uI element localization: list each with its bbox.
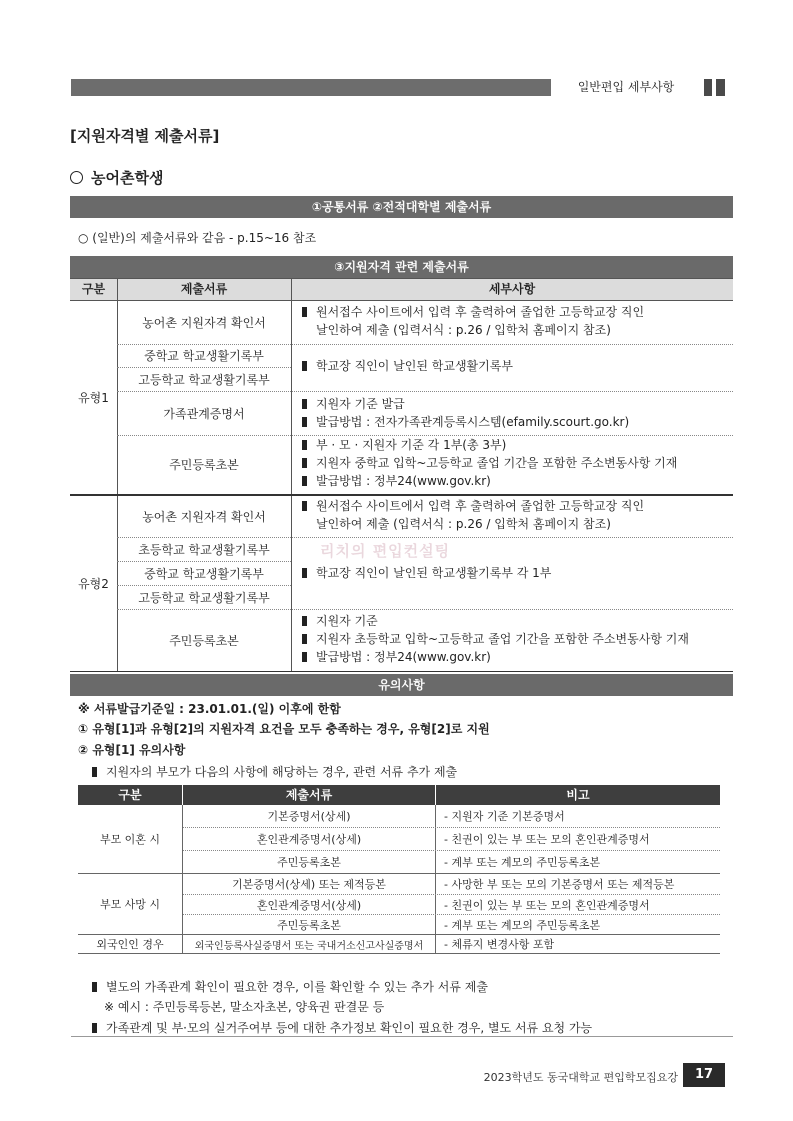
type2-doc-high-record: 고등학교 학교생활기록부 — [138, 590, 270, 605]
type1-resident-detail: 부 · 모 · 지원자 기준 각 1부(총 3부) 지원자 중학교 입학~고등학교 졸업 기간을 포함한 주소변동사항 기재 발급방법 : 정부24(www.gov.kr) — [302, 436, 677, 490]
type2-doc-confirm: 농어촌 지원자격 확인서 — [142, 509, 266, 524]
divider — [291, 279, 292, 671]
t2-foreign-label: 외국인인 경우 — [96, 937, 164, 951]
type2-doc-elementary-record: 초등학교 학교생활기록부 — [138, 542, 270, 557]
t2-note: - 계부 또는 계모의 주민등록초본 — [444, 856, 601, 869]
t2-divorce-label: 부모 이혼 시 — [99, 833, 161, 846]
t2-death-label: 부모 사망 시 — [99, 898, 161, 911]
t2-doc: 기본증명서(상세) 또는 제적등본 — [232, 878, 386, 891]
square-bullet-icon — [302, 652, 307, 662]
square-bullet-icon — [92, 982, 97, 992]
t2-doc: 주민등록초본 — [277, 856, 341, 869]
header-tab-block — [704, 79, 712, 96]
caution-parent-note: 지원자의 부모가 다음의 사항에 해당하는 경우, 관련 서류 추가 제출 — [92, 763, 457, 780]
common-docs-bar: ①공통서류 ②전적대학별 제출서류 — [70, 196, 733, 218]
type1-doc-family: 가족관계증명서 — [163, 406, 245, 421]
type1-label: 유형1 — [78, 391, 109, 405]
square-bullet-icon — [302, 440, 307, 450]
square-bullet-icon — [302, 458, 307, 468]
type2-resident-detail: 지원자 기준 지원자 초등학교 입학~고등학교 졸업 기간을 포함한 주소변동사항 기재 발급방법 : 정부24(www.gov.kr) — [302, 612, 689, 666]
section-title: [지원자격별 제출서류] — [70, 127, 220, 145]
type1-record-detail: 학교장 직인이 날인된 학교생활기록부 — [302, 357, 513, 375]
t2-note: - 친권이 있는 부 또는 모의 혼인관계증명서 — [444, 833, 650, 846]
qualification-docs-bar: ③지원자격 관련 제출서류 — [70, 256, 733, 278]
footer-text: 2023학년도 동국대학교 편입학모집요강 — [483, 1071, 678, 1084]
t2-doc: 혼인관계증명서(상세) — [256, 833, 362, 846]
extra-request-note: 가족관계 및 부·모의 실거주여부 등에 대한 추가정보 확인이 필요한 경우, 별도 서류 요청 가능 — [92, 1019, 592, 1036]
square-bullet-icon — [302, 361, 307, 371]
t2-doc: 혼인관계증명서(상세) — [256, 898, 362, 912]
caution-type1-heading: ② 유형[1] 유의사항 — [78, 743, 186, 757]
square-bullet-icon — [92, 767, 97, 777]
square-bullet-icon — [302, 568, 307, 578]
header-bar — [71, 79, 551, 96]
type1-confirm-detail: 원서접수 사이트에서 입력 후 출력하여 졸업한 고등학교장 직인 날인하여 제출 (입력서식 : p.26 / 입학처 홈페이지 참조) — [302, 303, 644, 339]
divider — [78, 953, 720, 954]
square-bullet-icon — [302, 501, 307, 511]
type1-doc-middle-record: 중학교 학교생활기록부 — [144, 349, 264, 363]
header-label: 일반편입 세부사항 — [577, 80, 675, 94]
square-bullet-icon — [302, 399, 307, 409]
square-bullet-icon — [302, 616, 307, 626]
square-bullet-icon — [92, 1023, 97, 1033]
t2-doc: 기본증명서(상세) — [267, 810, 351, 823]
square-bullet-icon — [302, 634, 307, 644]
type1-doc-high-record: 고등학교 학교생활기록부 — [138, 372, 270, 387]
header-category: 구분 — [70, 279, 117, 300]
caution-issue-date: ※ 서류발급기준일 : 23.01.01.(일) 이후에 한함 — [78, 702, 341, 716]
type1-family-detail: 지원자 기준 발급 발급방법 : 전자가족관계등록시스템(efamily.scourt.go.kr) — [302, 395, 629, 431]
t2-doc: 주민등록초본 — [277, 918, 341, 932]
t2-header-documents: 제출서류 — [183, 785, 435, 805]
common-docs-note: ○ (일반)의 제출서류와 같음 - p.15~16 참조 — [78, 231, 317, 245]
type2-label: 유형2 — [78, 577, 109, 591]
extra-example-note: ※ 예시 : 주민등록등본, 말소자초본, 양육권 판결문 등 — [104, 1000, 385, 1014]
header-documents: 제출서류 — [117, 279, 291, 300]
square-bullet-icon — [302, 417, 307, 427]
watermark: 리치의 편입컨설팅 — [320, 542, 451, 560]
header-tab-block — [716, 79, 725, 96]
t2-note: - 계부 또는 계모의 주민등록초본 — [444, 918, 601, 932]
t2-header-notes: 비고 — [436, 785, 720, 805]
t2-doc: 외국인등록사실증명서 또는 국내거소신고사실증명서 — [194, 940, 424, 952]
caution-bar: 유의사항 — [70, 674, 733, 696]
subsection-title — [70, 167, 163, 188]
type2-doc-middle-record: 중학교 학교생활기록부 — [144, 566, 264, 581]
footer-divider — [71, 1036, 733, 1037]
t2-note: - 지원자 기준 기본증명서 — [444, 810, 565, 823]
extra-family-note: 별도의 가족관계 확인이 필요한 경우, 이를 확인할 수 있는 추가 서류 제출 — [92, 978, 488, 995]
t2-header-category: 구분 — [78, 785, 182, 805]
type1-doc-resident: 주민등록초본 — [169, 458, 239, 472]
type2-record-detail: 학교장 직인이 날인된 학교생활기록부 각 1부 — [302, 564, 551, 582]
header-details: 세부사항 — [291, 279, 733, 300]
caution-both-types: ① 유형[1]과 유형[2]의 지원자격 요건을 모두 충족하는 경우, 유형[2]로 지원 — [78, 722, 490, 736]
type1-doc-confirm: 농어촌 지원자격 확인서 — [142, 316, 266, 330]
circle-icon — [70, 171, 83, 184]
qualification-table — [70, 278, 733, 672]
type2-doc-resident: 주민등록초본 — [169, 634, 239, 648]
subsection-title-text: 농어촌학생 — [91, 169, 164, 187]
t2-note: - 친권이 있는 부 또는 모의 혼인관계증명서 — [444, 898, 650, 912]
page-number: 17 — [683, 1063, 725, 1087]
square-bullet-icon — [302, 307, 307, 317]
square-bullet-icon — [302, 476, 307, 486]
type2-confirm-detail: 원서접수 사이트에서 입력 후 출력하여 졸업한 고등학교장 직인 날인하여 제출 (입력서식 : p.26 / 입학처 홈페이지 참조) — [302, 497, 644, 533]
t2-note: - 체류지 변경사항 포함 — [444, 938, 555, 951]
t2-note: - 사망한 부 또는 모의 기본증명서 또는 제적등본 — [444, 878, 675, 891]
